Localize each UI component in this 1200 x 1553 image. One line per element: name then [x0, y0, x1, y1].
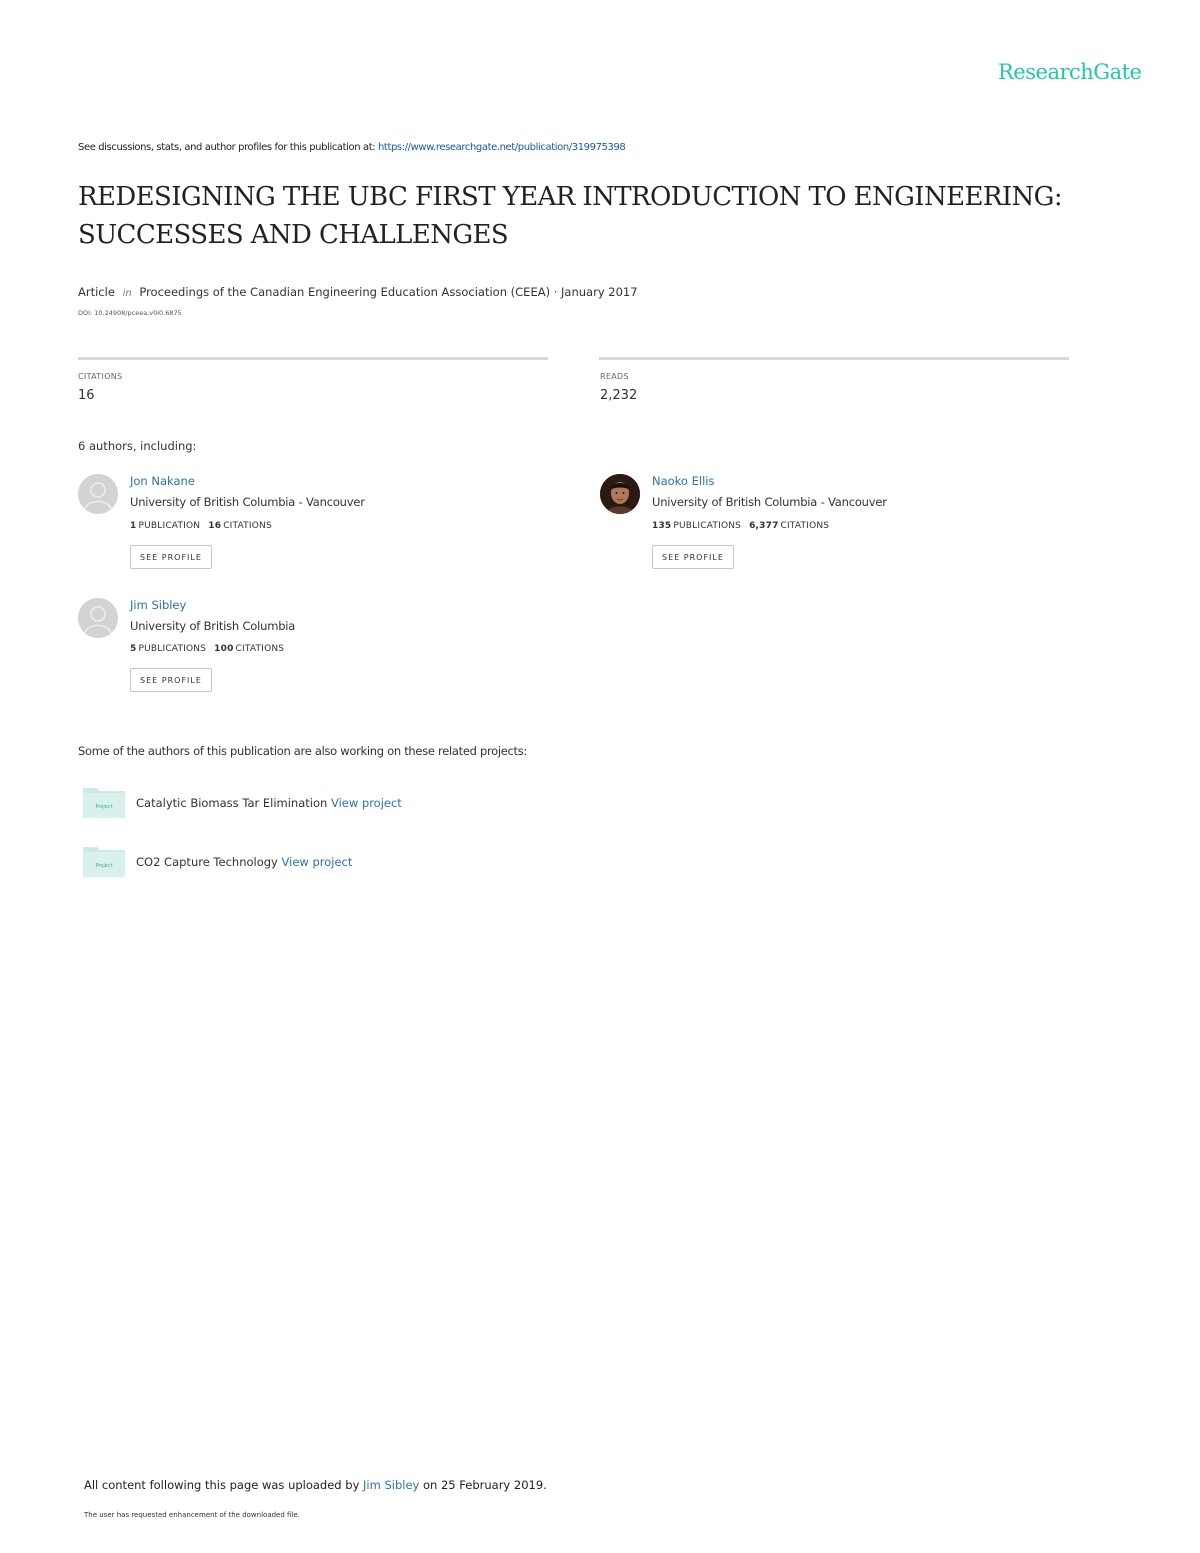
- citations-label: CITATIONS: [78, 372, 123, 381]
- see-profile-button[interactable]: SEE PROFILE: [130, 668, 212, 692]
- publication-meta: [78, 285, 638, 299]
- doi-text: DOI: 10.24908/pceea.v0i0.6875: [78, 309, 182, 317]
- citations-divider: [78, 357, 548, 360]
- upload-note: [84, 1478, 547, 1492]
- publication-title: [78, 178, 1078, 254]
- author-name-link[interactable]: Jon Nakane: [130, 474, 195, 488]
- author-affiliation: University of British Columbia - Vancouver: [652, 495, 887, 509]
- project-folder-icon: [82, 785, 126, 817]
- view-project-link[interactable]: View project: [330, 796, 402, 810]
- project-item: [136, 855, 352, 869]
- folder-label: Project: [95, 863, 113, 869]
- author-cites-label: CITATIONS: [780, 521, 830, 531]
- discussion-text: See discussions, stats, and author profiles for this publication at:: [78, 142, 376, 153]
- title-line-2: SUCCESSES AND CHALLENGES: [78, 220, 509, 250]
- author-pubs-label: PUBLICATION: [138, 521, 201, 531]
- author-affiliation: University of British Columbia: [130, 619, 296, 633]
- projects-heading: Some of the authors of this publication are also working on these related projects:: [78, 744, 528, 758]
- article-type: Article: [78, 285, 115, 299]
- upload-suffix: on 25 February 2019.: [423, 1478, 547, 1492]
- authors-heading: 6 authors, including:: [78, 439, 197, 453]
- author-pubs-count: 1: [130, 521, 137, 531]
- author-cites-label: CITATIONS: [223, 521, 272, 531]
- project-item: [136, 796, 402, 810]
- venue-text: Proceedings of the Canadian Engineering Education Association (CEEA) · January 2017: [139, 285, 638, 299]
- author-cites-count: 16: [208, 521, 222, 531]
- default-avatar-icon[interactable]: [78, 474, 118, 514]
- author-stats: [130, 644, 284, 654]
- footnote: The user has requested enhancement of the downloaded file.: [84, 1511, 300, 1519]
- reads-value: 2,232: [600, 388, 638, 403]
- in-label: in: [122, 288, 132, 299]
- author-pubs-count: 135: [652, 521, 672, 531]
- author-cites-label: CITATIONS: [235, 644, 285, 654]
- discussion-line: [78, 142, 625, 153]
- author-cites-count: 6,377: [749, 521, 779, 531]
- project-name: CO2 Capture Technology: [136, 855, 278, 869]
- reads-label: READS: [600, 372, 629, 381]
- citations-value: 16: [78, 388, 95, 403]
- uploader-link[interactable]: Jim Sibley: [363, 1478, 420, 1492]
- author-pubs-label: PUBLICATIONS: [138, 644, 207, 654]
- folder-label: Project: [95, 804, 113, 810]
- author-name-link[interactable]: Jim Sibley: [130, 598, 187, 612]
- author-cites-count: 100: [214, 644, 234, 654]
- project-name: Catalytic Biomass Tar Elimination: [136, 796, 328, 810]
- see-profile-button[interactable]: SEE PROFILE: [130, 545, 212, 569]
- author-pubs-count: 5: [130, 644, 137, 654]
- author-stats: [130, 521, 272, 531]
- author-affiliation: University of British Columbia - Vancouver: [130, 495, 365, 509]
- see-profile-button[interactable]: SEE PROFILE: [652, 545, 734, 569]
- view-project-link[interactable]: View project: [281, 855, 353, 869]
- reads-divider: [599, 357, 1069, 360]
- publication-url-link[interactable]: https://www.researchgate.net/publication/319975398: [377, 142, 626, 153]
- project-folder-icon: [82, 844, 126, 876]
- default-avatar-icon[interactable]: [78, 598, 118, 638]
- author-name-link[interactable]: Naoko Ellis: [652, 474, 715, 488]
- upload-prefix: All content following this page was uploaded by: [84, 1478, 360, 1492]
- photo-avatar[interactable]: [600, 474, 640, 514]
- researchgate-logo[interactable]: ResearchGate: [998, 60, 1142, 84]
- title-line-1: REDESIGNING THE UBC FIRST YEAR INTRODUCTION TO ENGINEERING:: [78, 182, 1062, 212]
- author-pubs-label: PUBLICATIONS: [673, 521, 742, 531]
- author-stats: [652, 521, 829, 531]
